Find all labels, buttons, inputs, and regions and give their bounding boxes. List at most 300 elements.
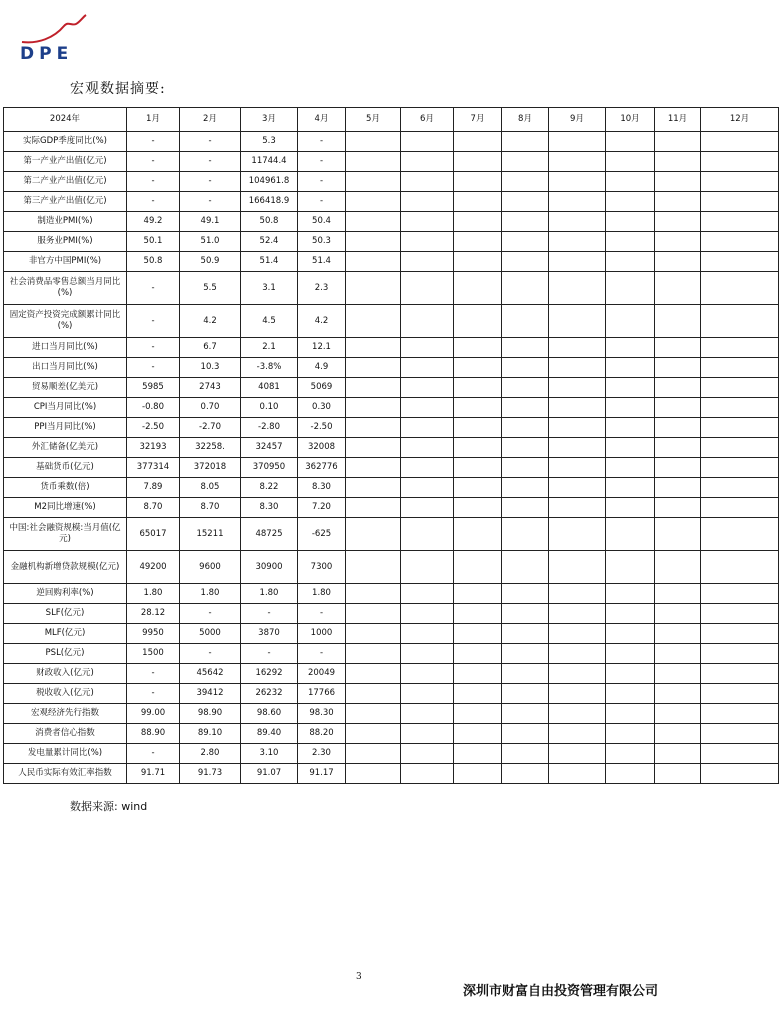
value-cell (701, 684, 779, 704)
value-cell (502, 398, 549, 418)
value-cell (401, 152, 454, 172)
value-cell: - (127, 744, 180, 764)
value-cell: - (241, 644, 298, 664)
value-cell (454, 458, 502, 478)
value-cell (549, 584, 606, 604)
value-cell: - (298, 604, 346, 624)
value-cell (549, 551, 606, 584)
value-cell (655, 498, 701, 518)
value-cell (549, 132, 606, 152)
value-cell: - (298, 644, 346, 664)
value-cell: 50.9 (180, 252, 241, 272)
value-cell: 8.70 (127, 498, 180, 518)
table-row (4, 704, 779, 724)
value-cell (346, 252, 401, 272)
value-cell (454, 378, 502, 398)
value-cell (502, 438, 549, 458)
value-cell (454, 744, 502, 764)
table-row (4, 498, 779, 518)
value-cell (701, 624, 779, 644)
month-header: 5月 (346, 108, 401, 132)
value-cell (401, 458, 454, 478)
table-row (4, 458, 779, 478)
row-label: 贸易顺差(亿美元) (4, 378, 127, 398)
value-cell (401, 338, 454, 358)
value-cell (606, 132, 655, 152)
value-cell: 32193 (127, 438, 180, 458)
value-cell (346, 378, 401, 398)
row-label: 消费者信心指数 (4, 724, 127, 744)
value-cell (346, 744, 401, 764)
value-cell (549, 192, 606, 212)
value-cell (401, 744, 454, 764)
row-label: 税收收入(亿元) (4, 684, 127, 704)
value-cell: 32008 (298, 438, 346, 458)
value-cell (701, 398, 779, 418)
value-cell (701, 438, 779, 458)
value-cell (701, 305, 779, 338)
value-cell: 91.71 (127, 764, 180, 784)
value-cell (549, 358, 606, 378)
value-cell (606, 152, 655, 172)
value-cell (454, 478, 502, 498)
value-cell: 1.80 (241, 584, 298, 604)
value-cell (655, 518, 701, 551)
month-header: 9月 (549, 108, 606, 132)
row-label: CPI当月同比(%) (4, 398, 127, 418)
value-cell (655, 418, 701, 438)
value-cell: 2.30 (298, 744, 346, 764)
value-cell: 8.30 (298, 478, 346, 498)
value-cell (606, 704, 655, 724)
row-label: PPI当月同比(%) (4, 418, 127, 438)
value-cell (549, 438, 606, 458)
value-cell (606, 551, 655, 584)
row-label: 宏观经济先行指数 (4, 704, 127, 724)
data-source-note: 数据来源: wind (70, 800, 148, 813)
table-row (4, 744, 779, 764)
value-cell (701, 232, 779, 252)
value-cell (549, 152, 606, 172)
value-cell (346, 458, 401, 478)
value-cell: -2.50 (127, 418, 180, 438)
value-cell (454, 338, 502, 358)
table-row (4, 684, 779, 704)
value-cell (454, 724, 502, 744)
table-row (4, 398, 779, 418)
value-cell: 370950 (241, 458, 298, 478)
value-cell (401, 272, 454, 305)
row-label: 中国:社会融资规模:当月值(亿元) (4, 518, 127, 551)
value-cell (401, 724, 454, 744)
row-label: 固定资产投资完成额累计同比(%) (4, 305, 127, 338)
value-cell: 5069 (298, 378, 346, 398)
value-cell (502, 152, 549, 172)
value-cell: 89.10 (180, 724, 241, 744)
value-cell (346, 624, 401, 644)
value-cell: 2743 (180, 378, 241, 398)
value-cell (701, 212, 779, 232)
value-cell: 1.80 (298, 584, 346, 604)
value-cell (401, 232, 454, 252)
value-cell (502, 338, 549, 358)
value-cell (701, 192, 779, 212)
value-cell (502, 624, 549, 644)
value-cell (549, 624, 606, 644)
value-cell (701, 338, 779, 358)
table-row (4, 232, 779, 252)
value-cell: - (127, 172, 180, 192)
value-cell (502, 378, 549, 398)
value-cell (346, 644, 401, 664)
value-cell: 5000 (180, 624, 241, 644)
month-header: 7月 (454, 108, 502, 132)
value-cell: - (241, 604, 298, 624)
value-cell (401, 518, 454, 551)
month-header: 12月 (701, 108, 779, 132)
value-cell (346, 438, 401, 458)
value-cell: 51.0 (180, 232, 241, 252)
value-cell: 91.73 (180, 764, 241, 784)
value-cell (655, 744, 701, 764)
value-cell: - (127, 152, 180, 172)
logo-text: DPE (20, 44, 74, 64)
row-label: 第三产业产出值(亿元) (4, 192, 127, 212)
value-cell (502, 358, 549, 378)
value-cell: - (127, 664, 180, 684)
value-cell: 2.80 (180, 744, 241, 764)
value-cell (549, 604, 606, 624)
value-cell (549, 252, 606, 272)
value-cell: 26232 (241, 684, 298, 704)
row-label: M2同比增速(%) (4, 498, 127, 518)
value-cell (454, 418, 502, 438)
value-cell: 1000 (298, 624, 346, 644)
value-cell (549, 338, 606, 358)
value-cell (454, 644, 502, 664)
value-cell: 98.90 (180, 704, 241, 724)
value-cell (701, 664, 779, 684)
value-cell: 65017 (127, 518, 180, 551)
value-cell (454, 358, 502, 378)
value-cell (454, 252, 502, 272)
month-header: 6月 (401, 108, 454, 132)
value-cell (655, 132, 701, 152)
value-cell (655, 664, 701, 684)
row-label: 社会消费品零售总额当月同比(%) (4, 272, 127, 305)
value-cell (502, 305, 549, 338)
value-cell: 1500 (127, 644, 180, 664)
value-cell: 20049 (298, 664, 346, 684)
value-cell (701, 744, 779, 764)
value-cell (454, 584, 502, 604)
value-cell: 9600 (180, 551, 241, 584)
value-cell: - (127, 358, 180, 378)
value-cell (502, 272, 549, 305)
value-cell (454, 604, 502, 624)
value-cell (502, 132, 549, 152)
value-cell (549, 664, 606, 684)
value-cell (502, 252, 549, 272)
value-cell: - (180, 192, 241, 212)
value-cell (606, 644, 655, 664)
value-cell (655, 378, 701, 398)
row-label: 第二产业产出值(亿元) (4, 172, 127, 192)
value-cell (502, 458, 549, 478)
month-header: 11月 (655, 108, 701, 132)
value-cell (606, 624, 655, 644)
value-cell: - (180, 152, 241, 172)
value-cell: 7.20 (298, 498, 346, 518)
value-cell (606, 744, 655, 764)
value-cell (655, 584, 701, 604)
table-row (4, 644, 779, 664)
value-cell: 8.05 (180, 478, 241, 498)
value-cell (655, 172, 701, 192)
value-cell (606, 498, 655, 518)
value-cell: 11744.4 (241, 152, 298, 172)
value-cell (346, 664, 401, 684)
value-cell (502, 664, 549, 684)
value-cell (606, 438, 655, 458)
value-cell: 91.17 (298, 764, 346, 784)
value-cell (346, 272, 401, 305)
value-cell (549, 232, 606, 252)
value-cell (549, 764, 606, 784)
value-cell (502, 478, 549, 498)
row-label: 逆回购利率(%) (4, 584, 127, 604)
value-cell (655, 212, 701, 232)
value-cell (502, 604, 549, 624)
value-cell: 98.30 (298, 704, 346, 724)
value-cell (655, 358, 701, 378)
value-cell (606, 338, 655, 358)
month-header: 4月 (298, 108, 346, 132)
value-cell (606, 518, 655, 551)
month-header: 8月 (502, 108, 549, 132)
value-cell (701, 724, 779, 744)
value-cell (502, 418, 549, 438)
value-cell (401, 358, 454, 378)
value-cell: 17766 (298, 684, 346, 704)
value-cell (454, 398, 502, 418)
month-header: 3月 (241, 108, 298, 132)
value-cell (401, 305, 454, 338)
value-cell: 0.70 (180, 398, 241, 418)
value-cell (606, 172, 655, 192)
value-cell: 4.2 (298, 305, 346, 338)
value-cell (502, 551, 549, 584)
corner-cell: 2024年 (4, 108, 127, 132)
value-cell (701, 358, 779, 378)
value-cell (606, 232, 655, 252)
value-cell (502, 232, 549, 252)
table-row (4, 551, 779, 584)
value-cell: 8.70 (180, 498, 241, 518)
value-cell: - (180, 132, 241, 152)
value-cell (454, 664, 502, 684)
value-cell (606, 724, 655, 744)
value-cell (346, 498, 401, 518)
value-cell (401, 252, 454, 272)
value-cell (655, 272, 701, 305)
header-row (4, 108, 779, 132)
value-cell: 104961.8 (241, 172, 298, 192)
value-cell (346, 604, 401, 624)
row-label: 外汇储备(亿美元) (4, 438, 127, 458)
value-cell: 1.80 (180, 584, 241, 604)
value-cell (401, 604, 454, 624)
value-cell (549, 644, 606, 664)
table-row (4, 358, 779, 378)
row-label: 基础货币(亿元) (4, 458, 127, 478)
value-cell (346, 704, 401, 724)
row-label: 出口当月同比(%) (4, 358, 127, 378)
value-cell: 12.1 (298, 338, 346, 358)
value-cell (606, 764, 655, 784)
table-row (4, 305, 779, 338)
value-cell: 4.2 (180, 305, 241, 338)
value-cell: - (127, 132, 180, 152)
value-cell (701, 378, 779, 398)
value-cell: 51.4 (241, 252, 298, 272)
value-cell (401, 212, 454, 232)
table-row (4, 418, 779, 438)
value-cell (606, 664, 655, 684)
row-label: PSL(亿元) (4, 644, 127, 664)
value-cell (401, 378, 454, 398)
value-cell (701, 132, 779, 152)
value-cell (701, 764, 779, 784)
month-header: 10月 (606, 108, 655, 132)
value-cell (454, 438, 502, 458)
value-cell (701, 644, 779, 664)
value-cell (346, 152, 401, 172)
value-cell: 45642 (180, 664, 241, 684)
value-cell: 28.12 (127, 604, 180, 624)
value-cell: 16292 (241, 664, 298, 684)
row-label: 金融机构新增贷款规模(亿元) (4, 551, 127, 584)
table-row (4, 272, 779, 305)
value-cell (401, 398, 454, 418)
value-cell (502, 684, 549, 704)
value-cell (346, 398, 401, 418)
table-row (4, 152, 779, 172)
value-cell: -0.80 (127, 398, 180, 418)
value-cell (701, 418, 779, 438)
macro-data-table (3, 107, 779, 784)
value-cell: 8.22 (241, 478, 298, 498)
value-cell: - (298, 172, 346, 192)
value-cell: 30900 (241, 551, 298, 584)
value-cell (655, 232, 701, 252)
value-cell (502, 498, 549, 518)
value-cell (655, 305, 701, 338)
value-cell: 5985 (127, 378, 180, 398)
value-cell (502, 192, 549, 212)
value-cell (701, 458, 779, 478)
value-cell (606, 604, 655, 624)
value-cell (549, 172, 606, 192)
value-cell: 49.1 (180, 212, 241, 232)
value-cell (701, 604, 779, 624)
value-cell (454, 704, 502, 724)
table-row (4, 252, 779, 272)
table-row (4, 478, 779, 498)
value-cell (606, 305, 655, 338)
value-cell (549, 458, 606, 478)
value-cell (454, 551, 502, 584)
value-cell (549, 418, 606, 438)
value-cell (346, 172, 401, 192)
value-cell (701, 498, 779, 518)
value-cell: - (127, 338, 180, 358)
value-cell: 377314 (127, 458, 180, 478)
value-cell (401, 438, 454, 458)
value-cell (655, 604, 701, 624)
value-cell: -2.50 (298, 418, 346, 438)
value-cell: 39412 (180, 684, 241, 704)
value-cell (655, 764, 701, 784)
value-cell (606, 272, 655, 305)
table-row (4, 192, 779, 212)
value-cell (401, 418, 454, 438)
value-cell: 10.3 (180, 358, 241, 378)
row-label: 第一产业产出值(亿元) (4, 152, 127, 172)
value-cell (655, 338, 701, 358)
value-cell: 6.7 (180, 338, 241, 358)
value-cell: - (180, 604, 241, 624)
value-cell: 166418.9 (241, 192, 298, 212)
value-cell: 88.20 (298, 724, 346, 744)
value-cell (701, 518, 779, 551)
value-cell: - (298, 152, 346, 172)
value-cell (401, 684, 454, 704)
value-cell (606, 418, 655, 438)
page-number: 3 (356, 972, 362, 982)
row-label: 实际GDP季度同比(%) (4, 132, 127, 152)
table-row (4, 584, 779, 604)
value-cell (346, 305, 401, 338)
value-cell (701, 584, 779, 604)
value-cell (454, 684, 502, 704)
value-cell (401, 172, 454, 192)
value-cell (346, 232, 401, 252)
value-cell (701, 272, 779, 305)
value-cell: 4.5 (241, 305, 298, 338)
value-cell (655, 438, 701, 458)
value-cell: -2.80 (241, 418, 298, 438)
value-cell (606, 212, 655, 232)
value-cell: 49.2 (127, 212, 180, 232)
value-cell (454, 232, 502, 252)
value-cell (606, 684, 655, 704)
row-label: 非官方中国PMI(%) (4, 252, 127, 272)
value-cell (655, 704, 701, 724)
value-cell (502, 744, 549, 764)
value-cell (346, 518, 401, 551)
value-cell (346, 684, 401, 704)
row-label: 服务业PMI(%) (4, 232, 127, 252)
value-cell (454, 498, 502, 518)
value-cell (401, 551, 454, 584)
value-cell: 32258. (180, 438, 241, 458)
value-cell: 5.3 (241, 132, 298, 152)
value-cell (701, 172, 779, 192)
value-cell (401, 192, 454, 212)
value-cell (549, 398, 606, 418)
value-cell (606, 584, 655, 604)
